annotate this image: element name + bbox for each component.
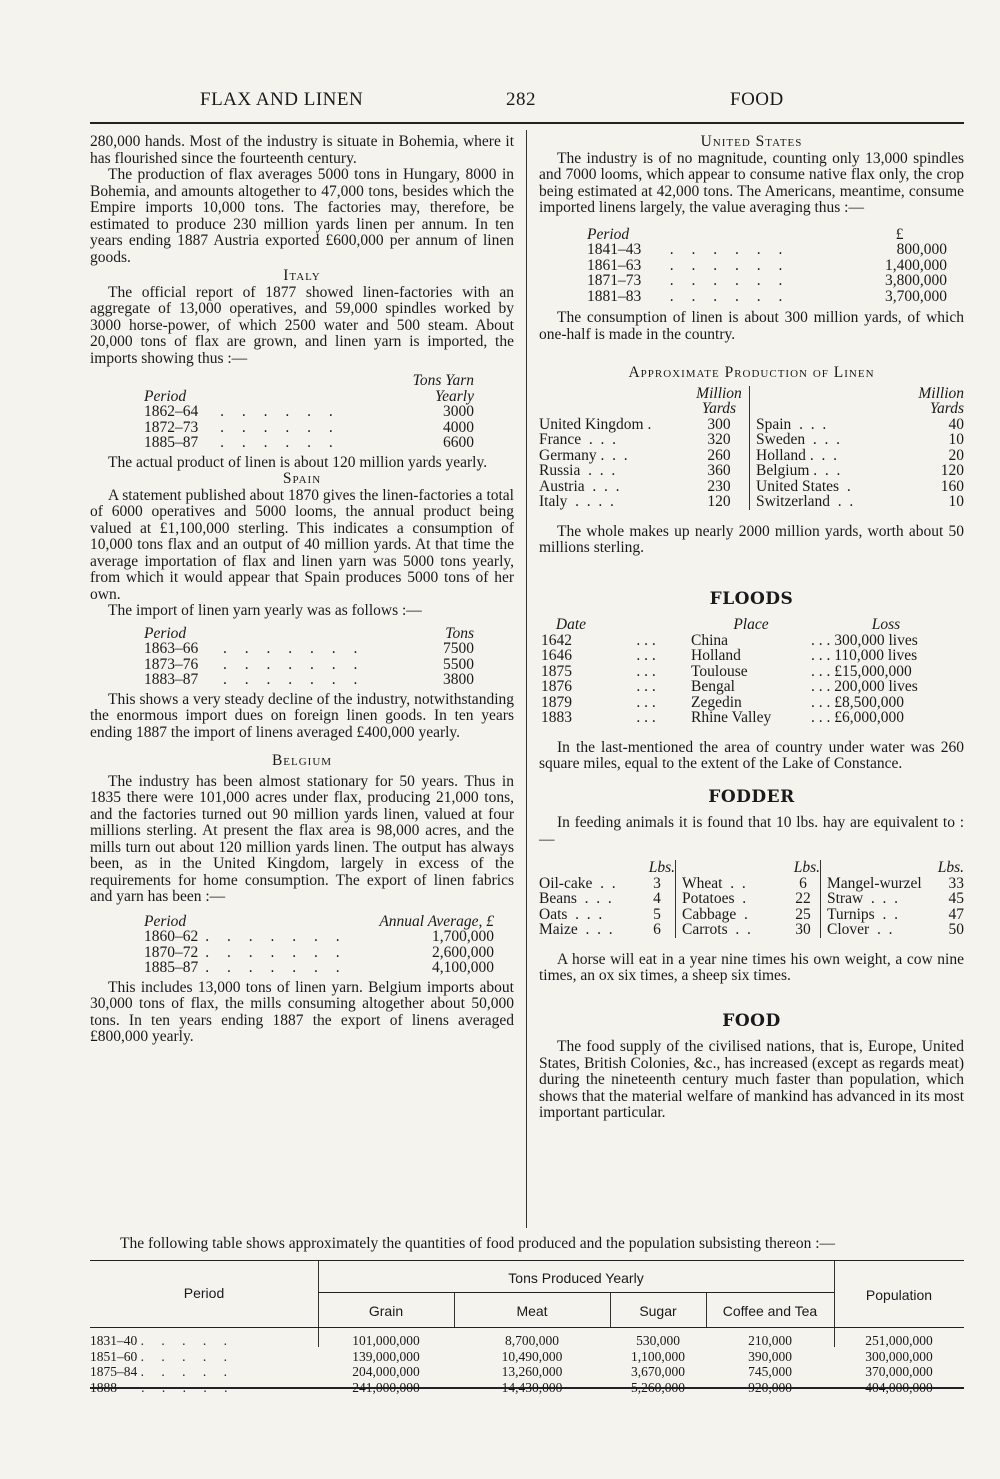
table-row: France . . . 320 Sweden . . . 10 [539,431,964,448]
table-row: 1862–64 . . . . . . 3000 [144,403,474,420]
column-header-period: Period [587,225,630,243]
column-header-population: Population [865,1287,933,1303]
section-heading-food: FOOD [722,1010,781,1031]
paragraph: This includes 13,000 tons of linen yarn. Belgium imports about 30,000 tons of flax, the mills consuming altogether about 50,000 tons. In ten years ending 1887 the export of linens averaged £800,000 yearly. [90,978,514,1045]
paragraph: The actual product of linen is about 120 million yards yearly. [108,453,488,471]
table-row: 1875–84 . . . . . 204,000,000 13,260,000 3,670,000 745,000 370,000,000 [90,1364,933,1379]
fodder-table [539,860,964,938]
column-header-pounds: £ [895,225,904,243]
left-column [90,134,514,1046]
section-heading-italy: Italy [283,267,321,284]
column-header-tons: Tons Yarn Yearly [412,372,474,405]
table-row: Italy . . . . 120 Switzerland . . 10 [539,493,964,510]
floods-table [541,617,961,726]
table-row: 1870–72 . . . . . . . 2,600,000 [144,943,494,961]
table-row: United Kingdom . 300 Spain . . . 40 [539,415,964,433]
paragraph: A horse will eat in a year nine times his own weight, a cow nine times, an ox six times, a sheep six times. [539,950,964,984]
linen-production-table [539,386,964,510]
column-header-coffee-tea: Coffee and Tea [722,1303,818,1319]
table-row: 1851–60 . . . . . 139,000,000 10,490,000 1,100,000 390,000 300,000,000 [90,1348,933,1364]
table-row: 1873–76 . . . . . . . 5500 [144,655,474,673]
paragraph: The import of linen yarn yearly was as follows :— [108,602,422,619]
column-header-million-yards: Million Yards [696,384,742,417]
paragraph: The food supply of the civilised nations, that is, Europe, United States, British Colonies, &c., has increased (except as regards meat) during the nineteenth century much faster than population, which shows that the material welfare of mankind has advanced in its most important particular. [539,1038,964,1121]
table-row: Oil-cake . . 3 Wheat . . 6 Mangel-wurzel 33 [539,874,964,892]
running-head-left: FLAX AND LINEN [200,89,364,110]
section-heading-belgium: Belgium [271,752,333,769]
column-header-lbs: Lbs. [937,859,964,876]
paragraph: The industry has been almost stationary for 50 years. Thus in 1835 there were 101,000 acres under flax, producing 21,000 tons, and the factories turned out 90 million yards linen, valued at four millions sterling. At present the flax area is 98,000 acres, and the mills turn out about 120 million yards linen. The output has always been, as in the United Kingdom, largely in excess of the requirements for home consumption. The export of linen fabrics and yarn has been :— [90,772,514,905]
table-row: Maize . . . 6 Carrots . . 30 Clover . . 50 [539,921,964,938]
table-row: 1831–40 . . . . . 101,000,000 8,700,000 530,000 210,000 251,000,000 [90,1333,933,1348]
table-row: 1841–43 . . . . . . 800,000 [587,241,947,258]
table-row: 1646 . . . Holland . . . 110,000 lives [541,647,918,664]
column-header-period: Period [183,1285,225,1301]
column-header-grain: Grain [368,1303,404,1319]
column-header-date: Date [555,616,587,633]
table-row: 1885–87 . . . . . . . 4,100,000 [144,959,494,976]
section-heading-united-states: United States [700,133,803,150]
table-row: 1642 . . . China . . . 300,000 lives [541,631,918,649]
table-row: 1881–83 . . . . . . 3,700,000 [587,287,947,305]
table-row: 1875 . . . Toulouse . . . £15,000,000 [541,662,912,680]
spain-imports-table [144,626,474,688]
table-row: 1871–73 . . . . . . 3,800,000 [587,272,947,289]
table-row: 1885–87 . . . . . . 6600 [144,434,474,451]
table-row: 1860–62 . . . . . . . 1,700,000 [144,928,494,945]
table-row: Beans . . . 4 Potatoes . 22 Straw . . . 45 [539,890,964,907]
column-header-period: Period [144,912,187,930]
section-heading-production: Approximate Production of Linen [628,364,875,381]
column-header-annual-average: Annual Average, £ [379,912,494,930]
food-population-table [90,1261,964,1395]
column-header-period: Period [144,624,187,642]
section-heading-spain: Spain [282,470,322,487]
food-table-intro: The following table shows approximately the quantities of food produced and the population subsisting thereon :— [120,1235,836,1252]
column-divider [526,130,527,1228]
italy-imports-table [144,373,474,451]
paragraph: The whole makes up nearly 2000 million yards, worth about 50 millions sterling. [539,522,964,556]
table-row: 1861–63 . . . . . . 1,400,000 [587,256,947,274]
paragraph: The production of flax averages 5000 tons in Hungary, 8000 in Bohemia, and amounts altogether to 47,000 tons, besides which the Empire imports 10,000 tons. The factories may, therefore, be estimated to produce 230 million yards linen per annum. In ten years ending 1887 Austria exported £600,000 per annum of linen goods. [90,166,514,266]
table-row: 1863–66 . . . . . . . 7500 [144,640,474,657]
column-header-lbs: Lbs. [793,859,820,876]
table-row: 1883–87 . . . . . . . 3800 [144,671,474,688]
header-rule [90,122,964,124]
table-row: Austria . . . 230 United States . 160 [539,477,964,495]
running-head-right: FOOD [730,89,784,110]
section-heading-fodder: FODDER [708,786,795,807]
food-data-rows [90,1333,964,1395]
paragraph: In feeding animals it is found that 10 lbs. hay are equivalent to :— [539,814,964,848]
column-header-sugar: Sugar [639,1303,677,1319]
paragraph: 280,000 hands. Most of the industry is situate in Bohemia, where it has flourished since the fourteenth century. [90,133,514,167]
paragraph: The official report of 1877 showed linen-factories with an aggregate of 13,000 operatives, and 59,000 spindles worked by 3000 horse-power, of which 2500 water and 500 steam. About 20,000 tons of flax are grown, and linen yarn is imported, the imports showing thus :— [90,283,514,367]
column-header-meat: Meat [516,1303,548,1319]
column-header-place: Place [733,616,769,633]
table-row: 1888 . . . . . 241,000,000 14,430,000 5,260,000 920,000 404,000,000 [90,1379,933,1395]
table-row: 1883 . . . Rhine Valley . . . £6,000,000 [541,709,904,726]
table-row: Russia . . . 360 Belgium . . . 120 [539,462,964,479]
table-row: 1872–73 . . . . . . 4000 [144,418,474,436]
page-number: 282 [506,89,536,110]
table-row: 1879 . . . Zegedin . . . £8,500,000 [541,693,904,711]
table-row: Germany . . . 260 Holland . . . 20 [539,446,964,464]
belgium-exports-table [144,914,494,976]
section-heading-floods: FLOODS [709,588,794,609]
column-header-period: Period [144,387,187,405]
table-row: 1876 . . . Bengal . . . 200,000 lives [541,678,918,695]
column-header-tons-produced: Tons Produced Yearly [508,1270,644,1286]
paragraph: A statement published about 1870 gives the linen-factories a total of 6000 operatives and 5000 looms, the annual product being valued at £1,100,000 sterling. This indicates a consumption of 10,000 tons flax and an output of 40 million yards. At that time the average importation of flax and linen yarn was 5000 tons yearly, from which it would appear that Spain produces 5000 tons of her own. [90,486,514,603]
right-column [539,134,964,1122]
column-header-lbs: Lbs. [648,859,675,876]
us-imports-table [587,227,947,305]
table-row: Oats . . . 5 Cabbage . 25 Turnips . . 47 [539,905,964,923]
paragraph: The industry is of no magnitude, counting only 13,000 spindles and 7000 looms, which appear to consume native flax only, the crop being estimated at 42,000 tons. The Americans, meantime, consume imported linens largely, the value averaging thus :— [539,149,964,216]
column-header-million-yards: Million Yards [918,384,964,417]
paragraph: The consumption of linen is about 300 million yards, of which one-half is made in the country. [539,309,964,343]
paragraph: This shows a very steady decline of the industry, notwithstanding the enormous import dues on foreign linen goods. In ten years ending 1887 the import of linens averaged £400,000 yearly. [90,690,514,741]
paragraph: In the last-mentioned the area of country under water was 260 square miles, equal to the extent of the Lake of Constance. [539,738,964,772]
column-header-loss: Loss [871,616,901,633]
column-header-tons: Tons [445,624,474,642]
